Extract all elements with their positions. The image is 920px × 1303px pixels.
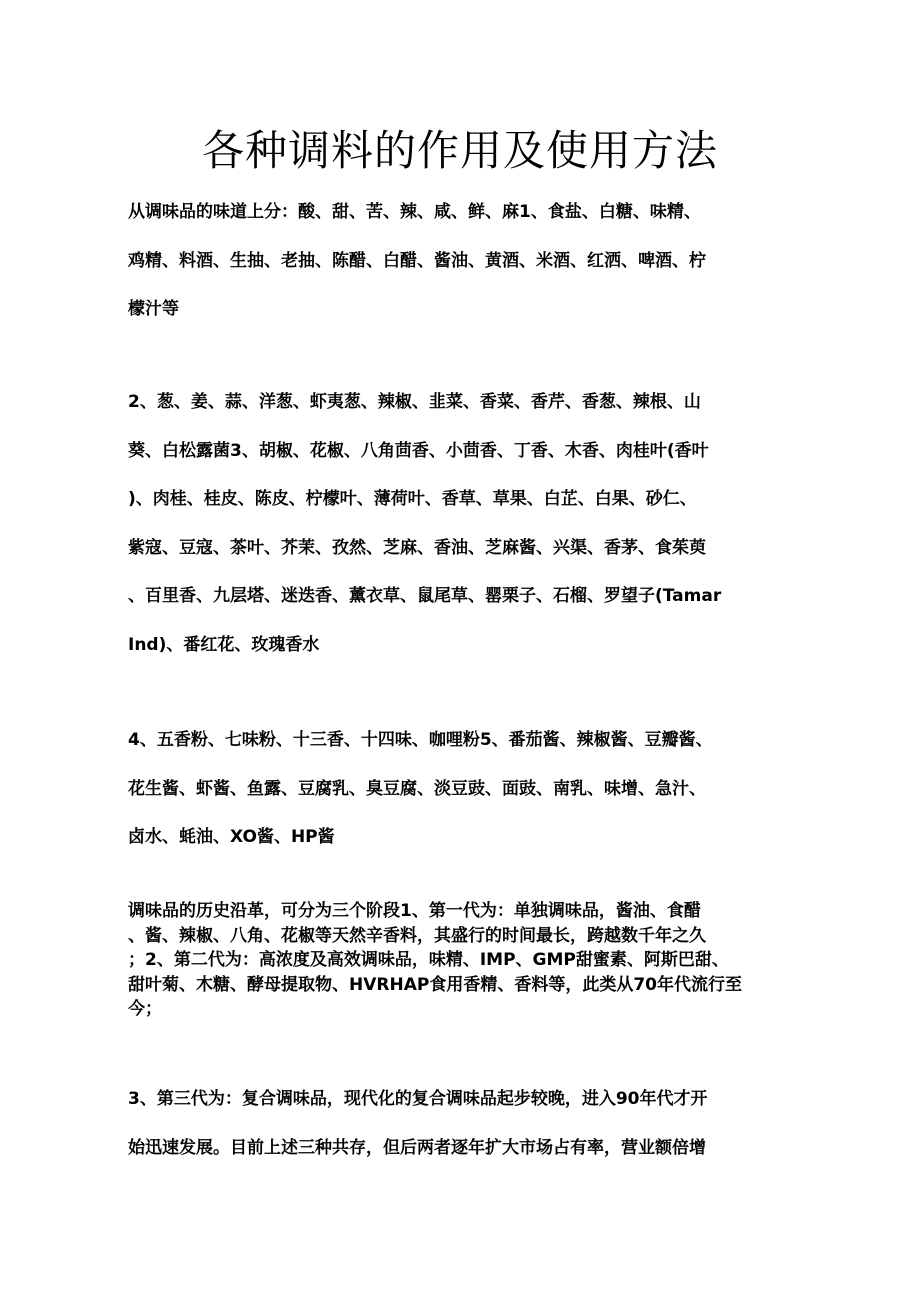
text-line: 甜叶菊、木糖、酵母提取物、HVRHAP食用香精、香料等，此类从70年代流行至 [128,974,742,995]
text-line: 、百里香、九层塔、迷迭香、薰衣草、鼠尾草、罂栗子、石榴、罗望子(Tamar [128,586,722,606]
text-line: 2、葱、姜、蒜、洋葱、虾夷葱、辣椒、韭菜、香菜、香芹、香葱、辣根、山 [128,392,701,412]
paragraph-history [128,899,792,1022]
text-line: 从调味品的味道上分：酸、甜、苦、辣、咸、鲜、麻1、食盐、白糖、味精、 [128,202,701,222]
paragraph-spices [128,378,792,669]
text-line: Ind)、番红花、玫瑰香水 [128,634,320,655]
text-line: 卤水、蚝油、XO酱、HP酱 [128,827,335,847]
text-line: 3、第三代为：复合调味品，现代化的复合调味品起步较晚，进入90年代才开 [128,1089,708,1109]
text-line: )、肉桂、桂皮、陈皮、柠檬叶、薄荷叶、香草、草果、白芷、白果、砂仁、 [128,489,697,509]
paragraph-seasoning-by-taste [128,188,792,334]
text-line: 鸡精、料酒、生抽、老抽、陈醋、白醋、酱油、黄酒、米酒、红洒、啤酒、柠 [128,250,706,271]
text-line: ；2、第二代为：高浓度及高效调味品，味精、IMP、GMP甜蜜素、阿斯巴甜、 [128,950,729,970]
text-line: 花生酱、虾酱、鱼露、豆腐乳、臭豆腐、淡豆豉、面豉、南乳、味增、急汁、 [128,778,706,799]
paragraph-sauces [128,716,792,862]
text-line: 调味品的历史沿革，可分为三个阶段1、第一代为：单独调味品，酱油、食醋 [128,901,701,921]
paragraph-third-generation [128,1075,792,1172]
text-line: 紫寇、豆寇、茶叶、芥茉、孜然、芝麻、香油、芝麻酱、兴渠、香茅、食茱萸 [128,537,706,558]
text-line: 、酱、辣椒、八角、花椒等天然辛香料，其盛行的时间最长，跨越数千年之久 [128,925,706,946]
text-line: 葵、白松露菌3、胡椒、花椒、八角茴香、小茴香、丁香、木香、肉桂叶(香叶 [128,440,709,461]
text-line: 今； [128,999,162,1019]
document-title: 各种调料的作用及使用方法 [201,126,718,175]
text-line: 檬汁等 [128,299,179,319]
text-line: 始迅速发展。目前上述三种共存，但后两者逐年扩大市场占有率，营业额倍增 [128,1137,706,1158]
text-line: 4、五香粉、七味粉、十三香、十四味、咖哩粉5、番茄酱、辣椒酱、豆瓣酱、 [128,730,713,750]
